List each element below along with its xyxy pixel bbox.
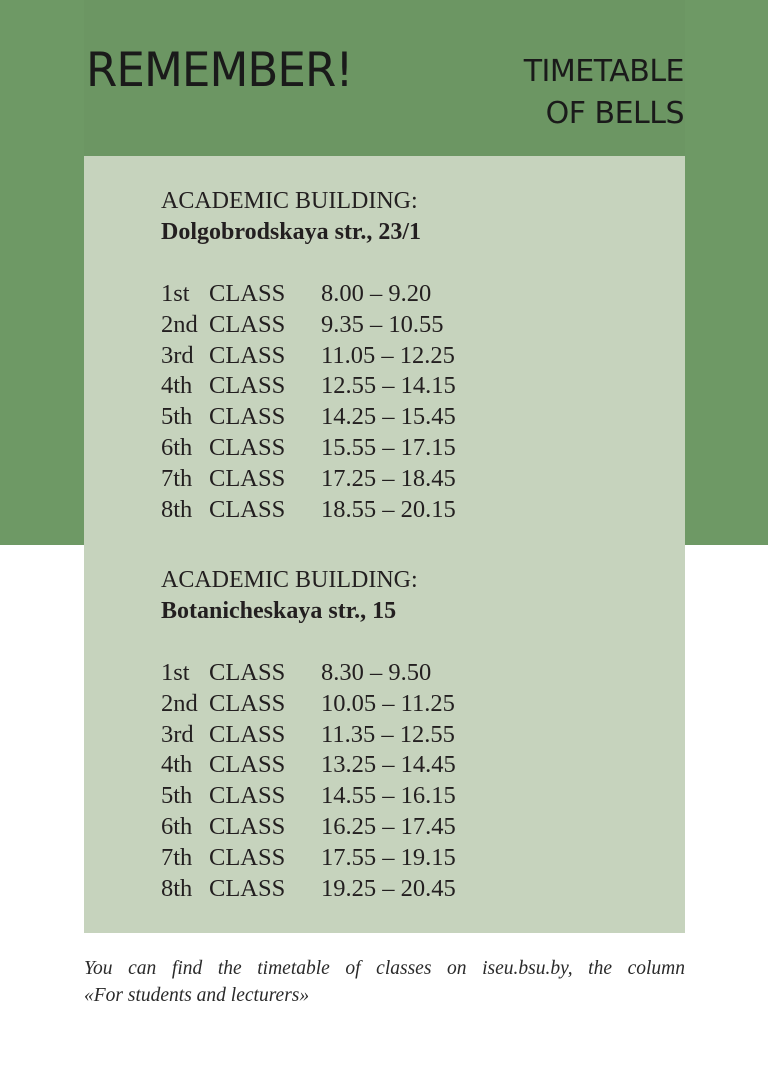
class-number: 6th [161,812,193,840]
class-number: 8th [161,874,193,902]
footer-line-2: «For students and lecturers» [84,985,310,1006]
class-number: 5th [161,403,193,431]
class-number: 6th [161,433,193,461]
class-number: 5th [161,782,193,810]
class-number: 3rd [161,341,194,369]
class-time: 18.55 – 20.15 [321,495,456,523]
class-row [161,402,456,433]
building-address: Botanicheskaya str., 15 [161,598,397,624]
class-row [161,371,456,402]
title-line-1: TIMETABLE [523,54,684,89]
class-number: 4th [161,751,193,779]
class-row [161,658,456,689]
class-time: 14.55 – 16.15 [321,782,456,810]
class-number: 4th [161,372,193,400]
title-line-2: OF BELLS [545,96,684,131]
class-label: CLASS [209,659,286,686]
class-time: 17.55 – 19.15 [321,843,456,871]
class-number: 3rd [161,720,194,748]
class-time: 11.05 – 12.25 [321,341,455,369]
class-number: 7th [161,843,193,871]
class-label: CLASS [209,495,286,523]
building-address: Dolgobrodskaya str., 23/1 [161,219,422,245]
class-time: 9.35 – 10.55 [321,310,444,338]
class-label: CLASS [209,372,286,400]
class-number: 2nd [161,689,198,717]
building-section-2 [161,565,456,904]
building-label: ACADEMIC BUILDING: [161,567,418,593]
class-time: 10.05 – 11.25 [321,689,455,717]
footer-line-1: You can find the timetable of classes on iseu.bsu.by, the column [84,958,685,979]
class-row [161,874,456,905]
class-time: 16.25 – 17.45 [321,812,456,840]
class-time: 13.25 – 14.45 [321,751,456,779]
class-label: CLASS [209,751,286,779]
class-label: CLASS [209,403,286,431]
class-label: CLASS [209,843,286,871]
class-row [161,750,456,781]
page-title [524,51,684,135]
class-list [161,658,456,904]
class-row [161,310,456,341]
class-time: 14.25 – 15.45 [321,403,456,431]
class-label: CLASS [209,464,286,492]
class-time: 19.25 – 20.45 [321,874,456,902]
building-label: ACADEMIC BUILDING: [161,188,418,214]
class-label: CLASS [209,310,286,338]
class-number: 1st [161,659,190,686]
class-row [161,495,456,526]
headline: REMEMBER! [86,43,353,98]
class-label: CLASS [209,280,286,307]
class-label: CLASS [209,720,286,748]
class-label: CLASS [209,341,286,369]
class-row [161,279,456,310]
class-label: CLASS [209,689,286,717]
class-row [161,781,456,812]
building-section-1 [161,186,456,525]
class-time: 8.30 – 9.50 [321,659,432,686]
class-row [161,812,456,843]
class-row [161,433,456,464]
class-time: 12.55 – 14.15 [321,372,456,400]
class-time: 15.55 – 17.15 [321,433,456,461]
class-number: 2nd [161,310,198,338]
class-label: CLASS [209,812,286,840]
class-time: 11.35 – 12.55 [321,720,455,748]
class-row [161,689,456,720]
class-label: CLASS [209,874,286,902]
class-time: 17.25 – 18.45 [321,464,456,492]
class-number: 8th [161,495,193,523]
footer-note [84,955,685,1009]
class-label: CLASS [209,433,286,461]
class-number: 1st [161,280,190,307]
class-row [161,341,456,372]
class-label: CLASS [209,782,286,810]
class-row [161,843,456,874]
class-row [161,464,456,495]
class-number: 7th [161,464,193,492]
class-row [161,720,456,751]
class-list [161,279,456,525]
class-time: 8.00 – 9.20 [321,280,432,307]
